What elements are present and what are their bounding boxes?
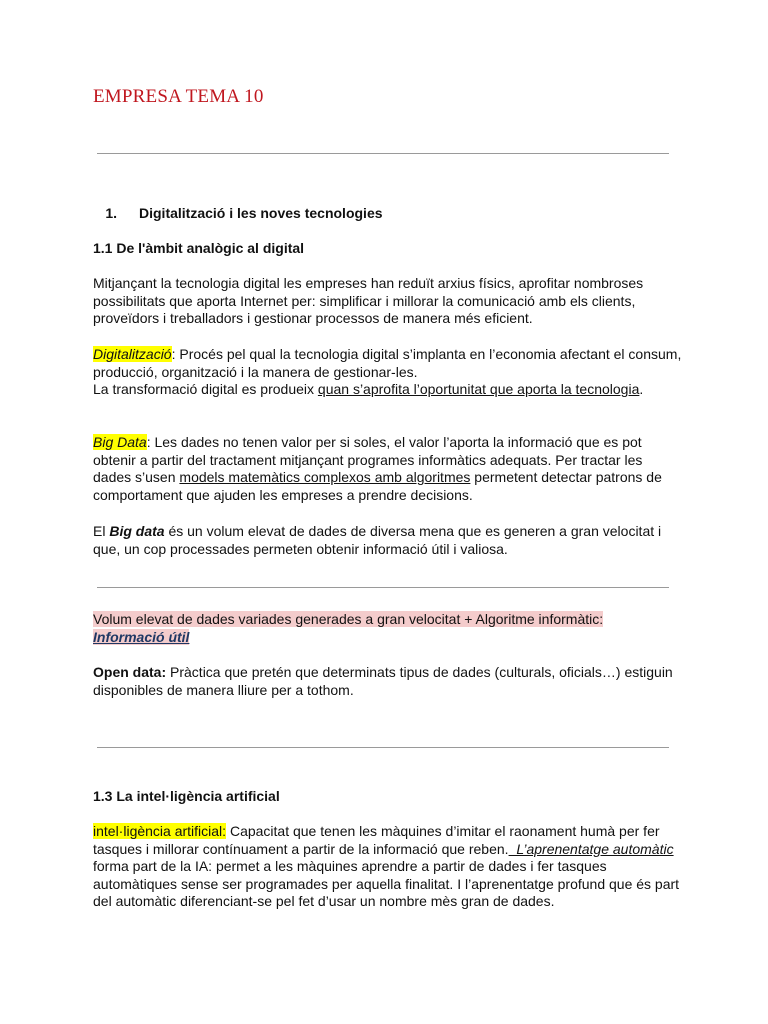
big-data-p2-text: és un volum elevat de dades de diversa mena que es generen a gran velocitat i que, un cop processades permeten obtenir informació útil i valiosa. xyxy=(93,523,662,557)
big-data-definition-b: permetent detectar patrons de comportament que ajuden les empreses a prendre decisions. xyxy=(93,469,662,503)
paragraph-big-data xyxy=(93,434,683,504)
subsection-heading-1-1: 1.1 De l'àmbit analògic al digital xyxy=(93,240,305,256)
term-aprenentatge-automatic: L’aprenentatge automàtic xyxy=(508,840,674,857)
term-big-data-bold: Big data xyxy=(109,523,165,539)
paragraph-digital-intro: Mitjançant la tecnologia digital les empreses han reduït arxius físics, aprofitar nombroses possibilitats que aporta Internet per: simplificar i millorar la comunicació amb els clients, proveïdors i treballadors i gestionar processos de manera més eficient. xyxy=(93,275,644,327)
term-ia: intel·ligència artificial: xyxy=(93,823,227,839)
big-data-definition-a: : Les dades no tenen valor per si soles, el valor l’aporta la informació que es pot obtenir a partir del tractament mitjançant programes informàtics adequats. Per tractar les dades s’usen xyxy=(93,434,643,486)
underlined-phrase-models: models matemàtics complexos amb algoritmes xyxy=(179,469,471,486)
list-number: 1. xyxy=(105,205,117,221)
summary-result: Informació útil xyxy=(93,628,190,645)
paragraph-open-data xyxy=(93,664,683,699)
paragraph-big-data-2 xyxy=(93,523,683,558)
document-title: EMPRESA TEMA 10 xyxy=(93,86,264,107)
section-heading-text: Digitalització i les noves tecnologies xyxy=(139,205,383,221)
ia-definition-a: Capacitat que tenen les màquines d’imitar el raonament humà per fer tasques i millorar contínuament a partir de la informació que reben. xyxy=(93,823,660,857)
subsection-heading-1-3: 1.3 La intel·ligència artificial xyxy=(93,788,280,804)
summary-line: Volum elevat de dades variades generades a gran velocitat + Algoritme informàtic: xyxy=(93,611,604,627)
big-data-p2-pre: El xyxy=(93,523,110,539)
term-big-data: Big Data xyxy=(93,434,147,450)
horizontal-rule xyxy=(97,747,669,748)
ia-definition-b: forma part de la IA: permet a les màquines aprendre a partir de dades i fer tasques automàtiques sense ser programades per aquella finalitat. I l’aprenentatge profund que és part del automàtic diferenciant-se pel fet d’usar un nombre mès gran de dades. xyxy=(93,858,680,910)
underlined-phrase: quan s’aprofita l’oportunitat que aporta la tecnologia xyxy=(317,381,640,398)
horizontal-rule xyxy=(97,587,669,588)
transformacio-text: La transformació digital es produeix xyxy=(93,381,318,398)
paragraph-ia xyxy=(93,823,683,911)
horizontal-rule xyxy=(97,153,669,154)
paragraph-digitalitzacio xyxy=(93,346,683,399)
summary-formula xyxy=(93,611,683,646)
definition-digitalitzacio: : Procés pel qual la tecnologia digital s’implanta en l’economia afectant el consum, producció, organització i la manera de gestionar-les. xyxy=(93,346,682,380)
term-digitalitzacio: Digitalització xyxy=(93,346,172,362)
section-heading-1 xyxy=(93,205,683,223)
term-open-data: Open data: xyxy=(93,664,167,680)
open-data-definition: Pràctica que pretén que determinats tipus de dades (culturals, oficials…) estiguin disponibles de manera lliure per a tothom. xyxy=(93,664,673,698)
period: . xyxy=(639,381,644,398)
